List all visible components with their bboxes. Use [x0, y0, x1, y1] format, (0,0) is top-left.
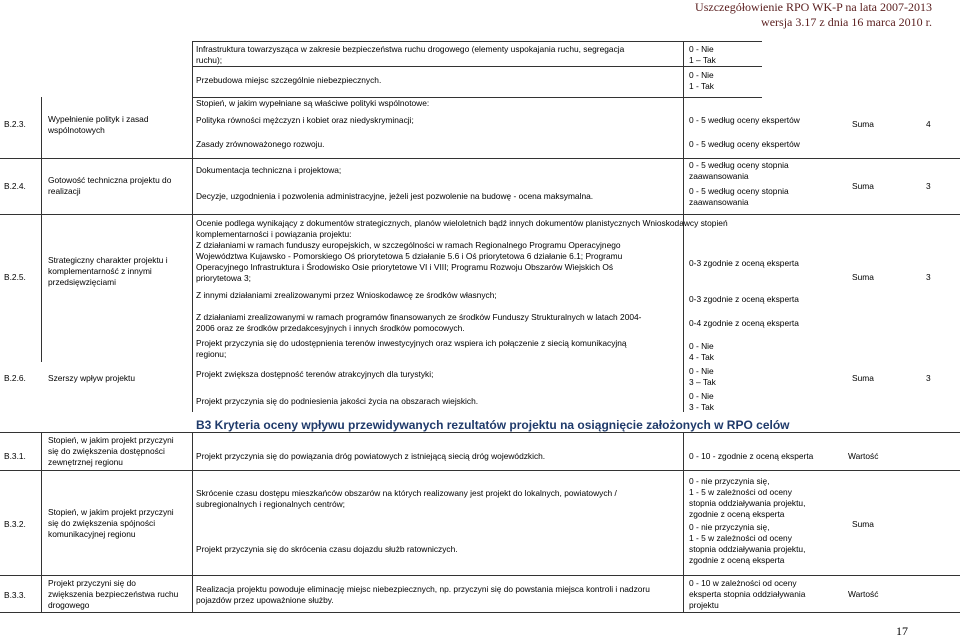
score-text: stopnia oddziaływania projektu,: [689, 544, 806, 554]
criterion-name: komplementarność z innymi: [48, 266, 152, 276]
score-text: zgodnie z oceną eksperta: [689, 555, 785, 565]
score-text: 1 - 5 w zależności od oceny: [689, 487, 792, 497]
score-text: 0 - Nie: [689, 341, 714, 351]
criterion-text: Z działaniami zrealizowanymi w ramach programów finansowanych ze środków Funduszy Strukturalnych w latach 2004-: [196, 312, 642, 322]
row-divider: [0, 575, 960, 576]
score-text: 1 – Tak: [689, 55, 716, 65]
score-text: 3 – Tak: [689, 377, 716, 387]
row-divider: [0, 158, 960, 159]
column-divider: [192, 41, 193, 412]
criterion-text: komplementarności i powiązania projektu:: [196, 229, 352, 239]
score-text: 0 - 10 w zależności od oceny: [689, 578, 797, 588]
score-text: 0 - 5 według oceny ekspertów: [689, 139, 800, 149]
criterion-name: Wypełnienie polityk i zasad: [48, 114, 149, 124]
weight-label: Suma: [852, 272, 874, 282]
score-text: 1 - Tak: [689, 81, 714, 91]
document-header: [695, 0, 932, 30]
criterion-intro: Stopień, w jakim wypełniane są właściwe polityki wspólnotowe:: [196, 98, 430, 108]
criterion-text: Projekt przyczynia się do podniesienia jakości życia na obszarach wiejskich.: [196, 396, 479, 406]
weight-label: Wartość: [848, 451, 879, 461]
criterion-text: Ocenie podlega wynikający z dokumentów strategicznych, planów wieloletnich bądź innych dokumentów planistycznych Wnioskodawcy stopień: [196, 218, 728, 228]
criterion-text: Skrócenie czasu dostępu mieszkańców obszarów na których realizowany jest projekt do lokalnych, powiatowych /: [196, 488, 617, 498]
criterion-name: się do zwiększenia spójności: [48, 518, 156, 528]
score-text: 0 - nie przyczynia się,: [689, 476, 770, 486]
score-text: 0 - Nie: [689, 366, 714, 376]
criterion-text: Decyzje, uzgodnienia i pozwolenia administracyjne, jeżeli jest pozwolenie na budowę - ocena maksymalna.: [196, 191, 594, 201]
score-text: 1 - 5 w zależności od oceny: [689, 533, 792, 543]
criterion-text: Projekt przyczynia się do skrócenia czasu dojazdu służb ratowniczych.: [196, 544, 458, 554]
score-text: 4 - Tak: [689, 352, 714, 362]
criterion-code: B.2.4.: [4, 181, 26, 191]
score-text: projektu: [689, 600, 719, 610]
criterion-name: realizacji: [48, 186, 81, 196]
criterion-text: Projekt przyczynia się do powiązania dróg powiatowych z istniejącą siecią dróg wojewódzkich.: [196, 451, 546, 461]
score-text: 0 - 5 według oceny stopnia: [689, 186, 789, 196]
criterion-name: komunikacyjnej regionu: [48, 529, 136, 539]
criterion-code: B.2.5.: [4, 272, 26, 282]
score-text: 0 - Nie: [689, 391, 714, 401]
criterion-code: B.2.6.: [4, 373, 26, 383]
row-divider: [0, 432, 960, 433]
weight-label: Suma: [852, 373, 874, 383]
score-text: zaawansowania: [689, 171, 749, 181]
criterion-text: Projekt zwiększa dostępność terenów atrakcyjnych dla turystyki;: [196, 369, 434, 379]
row-divider: [192, 66, 762, 67]
criterion-code: B.3.1.: [4, 451, 26, 461]
row-divider: [0, 214, 960, 215]
weight-label: Suma: [852, 119, 874, 129]
score-text: 0 - 10 - zgodnie z oceną eksperta: [689, 451, 814, 461]
score-text: 0 - Nie: [689, 70, 714, 80]
criterion-name: się do zwiększenia dostępności: [48, 446, 165, 456]
criterion-text: Z innymi działaniami zrealizowanymi przez Wnioskodawcę ze środków własnych;: [196, 290, 497, 300]
criterion-name: Szerszy wpływ projektu: [48, 373, 136, 383]
score-text: 0 - 5 według oceny ekspertów: [689, 115, 800, 125]
table-top-border: [192, 41, 762, 42]
score-text: 0 - nie przyczynia się,: [689, 522, 770, 532]
weight-value: 3: [926, 272, 931, 282]
page-number: 17: [896, 624, 908, 638]
criterion-text: regionu;: [196, 349, 227, 359]
criterion-name: Stopień, w jakim projekt przyczyni: [48, 507, 174, 517]
score-text: 0-4 zgodnie z oceną eksperta: [689, 318, 799, 328]
column-divider: [41, 432, 42, 612]
weight-value: 4: [926, 119, 931, 129]
weight-value: 3: [926, 373, 931, 383]
weight-value: 3: [926, 181, 931, 191]
criterion-text: Z działaniami w ramach funduszy europejskich, w szczególności w ramach Regionalnego Programu Operacyjnego: [196, 240, 621, 250]
criterion-name: Projekt przyczyni się do: [48, 578, 136, 588]
criterion-text: Projekt przyczynia się do udostępnienia terenów inwestycyjnych oraz wspiera ich połączenie z siecią komunikacyjną: [196, 338, 627, 348]
criterion-text: Polityka równości mężczyzn i kobiet oraz niedyskryminacji;: [196, 115, 414, 125]
score-text: 0-3 zgodnie z oceną eksperta: [689, 294, 799, 304]
criterion-name: zwiększenia bezpieczeństwa ruchu: [48, 589, 179, 599]
weight-label: Suma: [852, 519, 874, 529]
criterion-text: priorytetowa 3;: [196, 273, 251, 283]
criterion-text: Infrastruktura towarzysząca w zakresie bezpieczeństwa ruchu drogowego (elementy uspokajania ruchu, segregacja: [196, 44, 625, 54]
criterion-text: Województwa Kujawsko - Pomorskiego Oś priorytetowa 5 działanie 5.6 i Oś priorytetowa 6 działanie 6.1; Programu: [196, 251, 623, 261]
score-text: zaawansowania: [689, 197, 749, 207]
criterion-name: zewnętrznej regionu: [48, 457, 123, 467]
score-text: 3 - Tak: [689, 402, 714, 412]
criterion-text: Przebudowa miejsc szczególnie niebezpiecznych.: [196, 75, 382, 85]
column-divider: [41, 97, 42, 362]
column-divider: [683, 432, 684, 612]
criterion-name: Stopień, w jakim projekt przyczyni: [48, 435, 174, 445]
column-divider: [192, 432, 193, 612]
criterion-text: subregionalnych i regionalnych centrów;: [196, 499, 345, 509]
document-title: Uszczegółowienie RPO WK-P na lata 2007-2013: [695, 0, 932, 14]
score-text: 0 - Nie: [689, 44, 714, 54]
score-text: 0-3 zgodnie z oceną eksperta: [689, 258, 799, 268]
criterion-text: Dokumentacja techniczna i projektowa;: [196, 165, 342, 175]
criterion-text: Zasady zrównoważonego rozwoju.: [196, 139, 325, 149]
weight-label: Wartość: [848, 589, 879, 599]
criterion-code: B.3.2.: [4, 519, 26, 529]
section-title: B3 Kryteria oceny wpływu przewidywanych rezultatów projektu na osiągnięcie założonych w RPO celów: [196, 418, 790, 432]
score-text: stopnia oddziaływania projektu,: [689, 498, 806, 508]
criterion-text: Realizacja projektu powoduje eliminację miejsc niebezpiecznych, np. przyczyni się do powstania miejsca kontroli i nadzoru: [196, 584, 650, 594]
document-version: wersja 3.17 z dnia 16 marca 2010 r.: [761, 15, 932, 29]
weight-label: Suma: [852, 181, 874, 191]
score-text: eksperta stopnia oddziaływania: [689, 589, 806, 599]
table-bottom-border: [0, 612, 960, 613]
criterion-code: B.3.3.: [4, 590, 26, 600]
criterion-text: pojazdów przez upoważnione służby.: [196, 595, 334, 605]
row-divider: [0, 470, 960, 471]
criterion-name: przedsięwzięciami: [48, 277, 116, 287]
score-text: zgodnie z oceną eksperta: [689, 509, 785, 519]
criterion-text: 2006 oraz ze środków przedakcesyjnych i innych środków pomocowych.: [196, 323, 465, 333]
score-text: 0 - 5 według oceny stopnia: [689, 160, 789, 170]
criterion-text: ruchu);: [196, 55, 223, 65]
criterion-name: Strategiczny charakter projektu i: [48, 255, 168, 265]
criterion-text: Operacyjnego Infrastruktura i Środowisko Osie priorytetowe VI i VIII; Programu Rozwoju Obszarów Wiejskich Oś: [196, 262, 614, 272]
criterion-code: B.2.3.: [4, 119, 26, 129]
criterion-name: wspólnotowych: [48, 125, 105, 135]
criterion-name: Gotowość techniczna projektu do: [48, 175, 172, 185]
criterion-name: drogowego: [48, 600, 90, 610]
